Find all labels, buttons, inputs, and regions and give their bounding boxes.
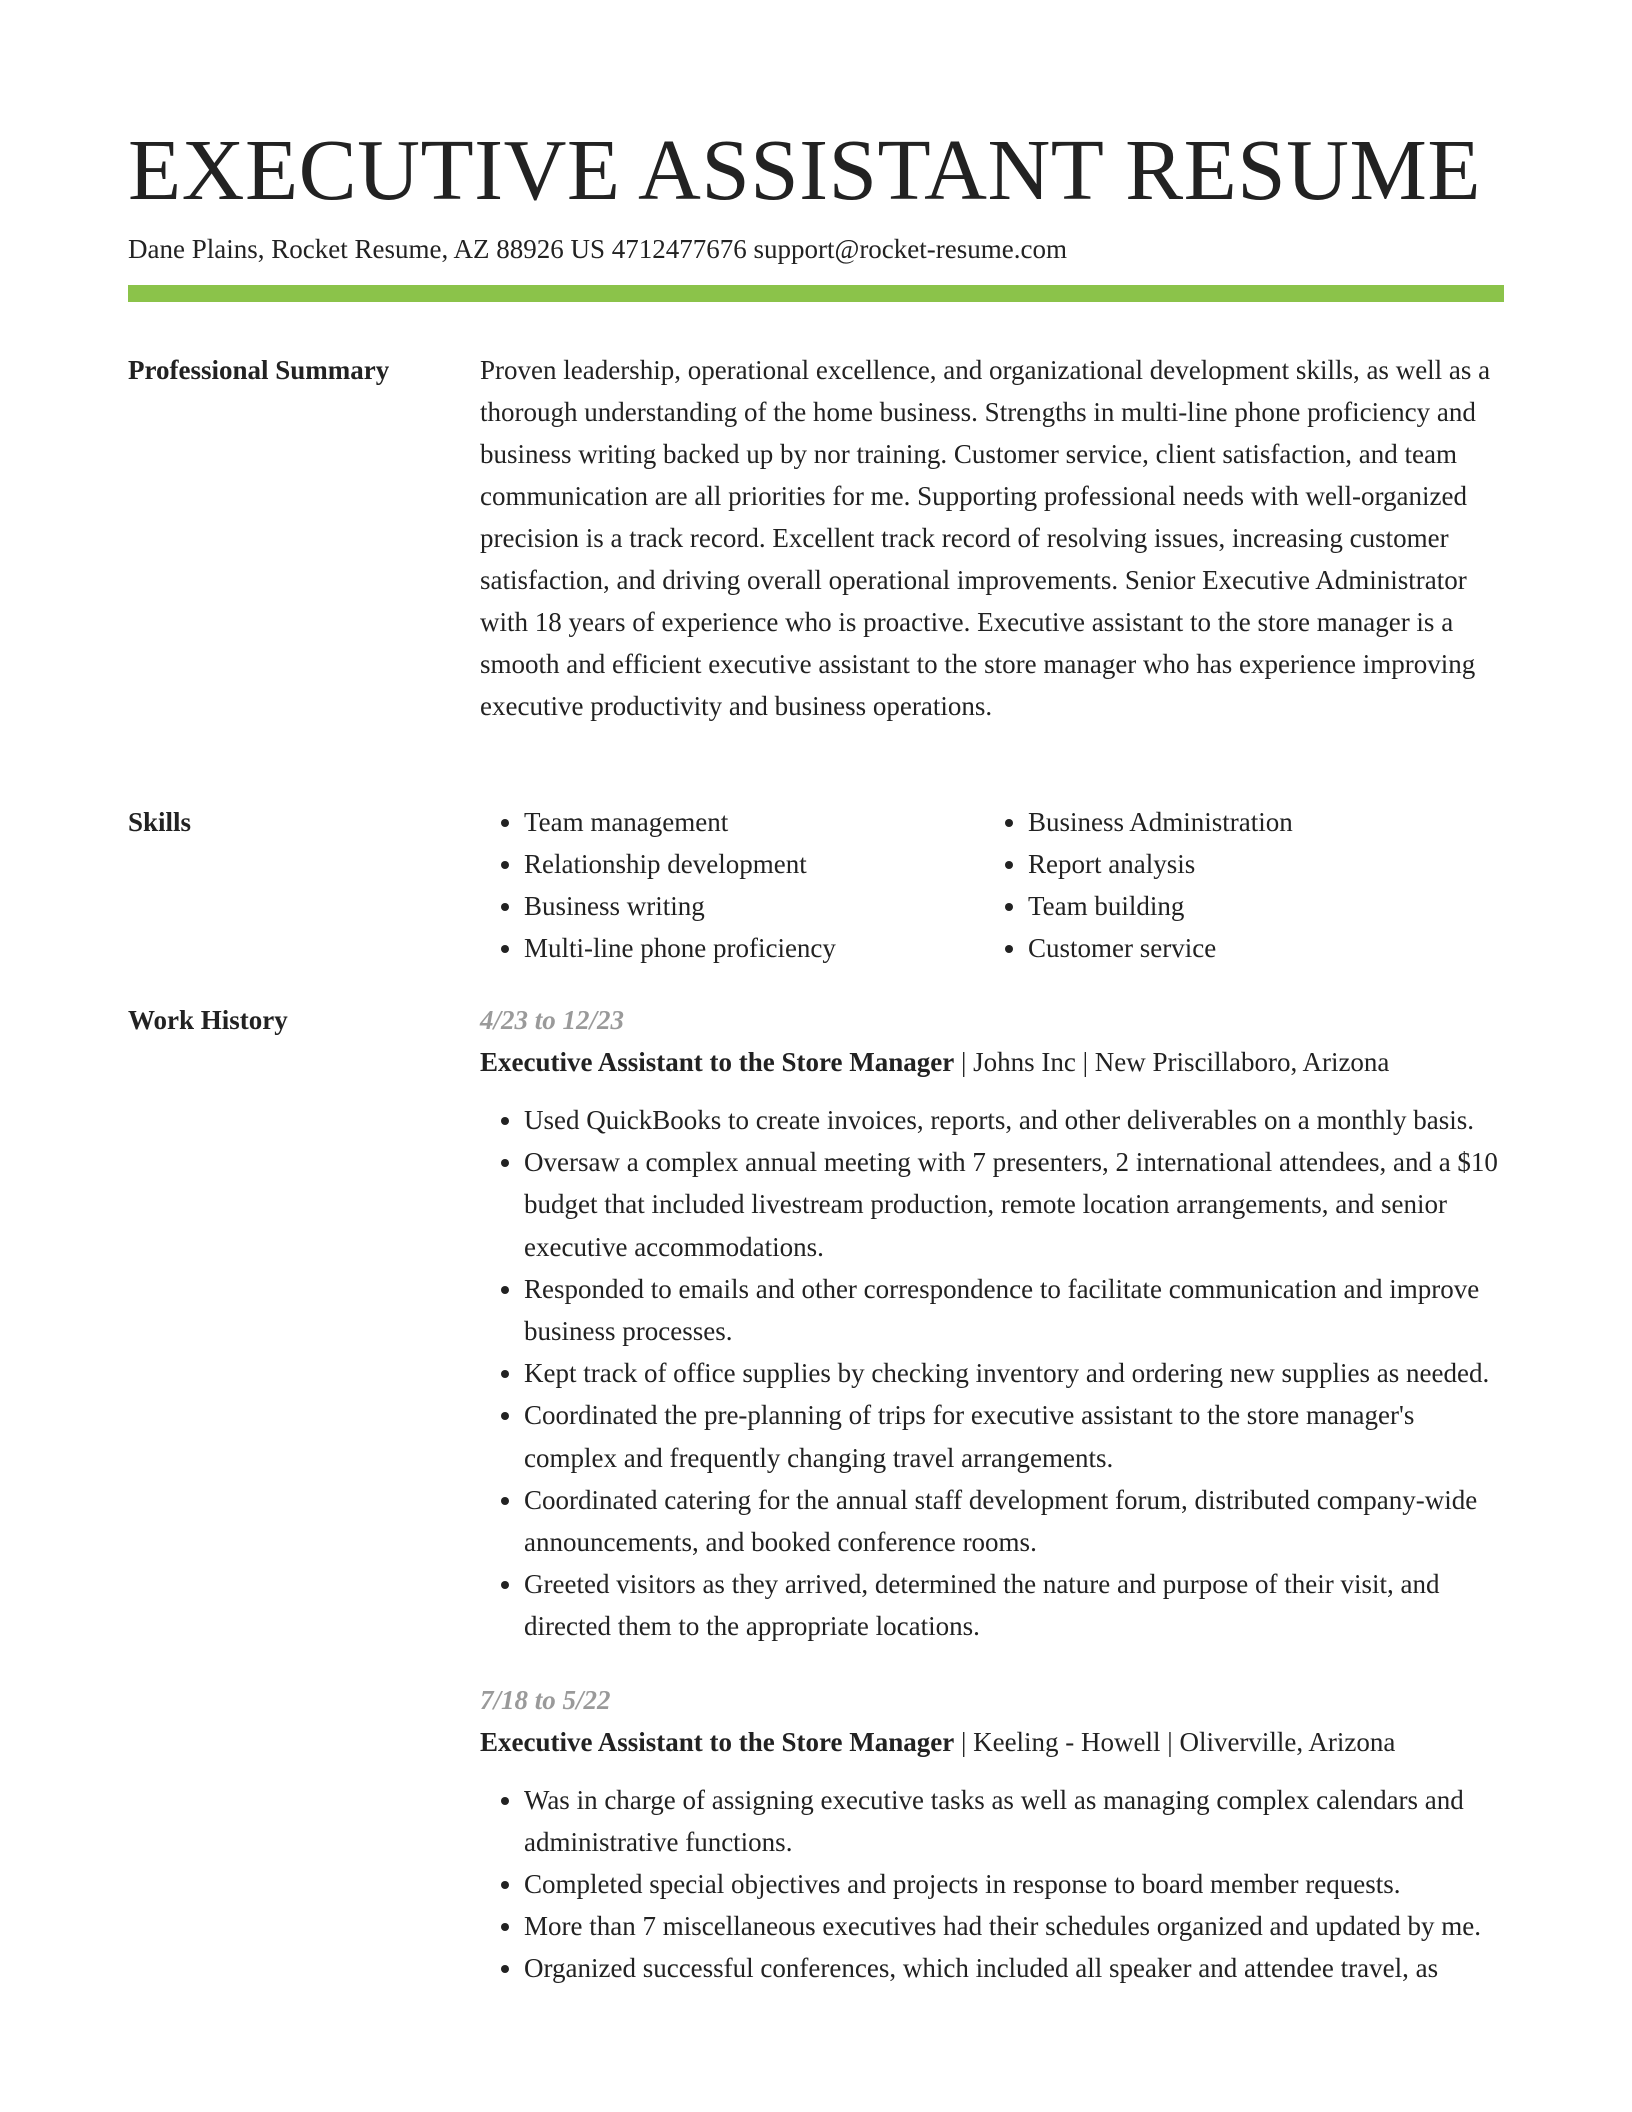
job-bullet: • Coordinated catering for the annual staff development forum, distributed company-wide announcements, and booked conference rooms.: [524, 1479, 1504, 1563]
job-bullet-list: [480, 1779, 1504, 1990]
job-bullet: • Oversaw a complex annual meeting with 7 presenters, 2 international attendees, and a $10 budget that included livestream production, remote location arrangements, and senior executive accommodations.: [524, 1141, 1504, 1268]
contact-line: Dane Plains, Rocket Resume, AZ 88926 US 4712477676 support@rocket-resume.com: [128, 234, 1067, 264]
job-entry: [480, 1679, 1504, 1990]
skill-item: • Customer service: [1028, 927, 1488, 969]
job-bullet: • Responded to emails and other correspondence to facilitate communication and improve business processes.: [524, 1268, 1504, 1352]
skill-item: • Relationship development: [524, 843, 984, 885]
skill-item: • Team building: [1028, 885, 1488, 927]
skills-heading: Skills: [128, 807, 192, 837]
job-dates: 4/23 to 12/23: [480, 1005, 625, 1035]
job-bullet: • Was in charge of assigning executive tasks as well as managing complex calendars and administrative functions.: [524, 1779, 1504, 1863]
job-bullet: • Organized successful conferences, which included all speaker and attendee travel, as: [524, 1947, 1504, 1989]
skill-item: • Business writing: [524, 885, 984, 927]
job-bullet-list: [480, 1099, 1504, 1648]
skill-item: • Report analysis: [1028, 843, 1488, 885]
summary-text: Proven leadership, operational excellence, and organizational development skills, as well as a thorough understanding of the home business. Strengths in multi-line phone proficiency and business writing backed up by nor training. Customer service, client satisfaction, and team communication are all priorities for me. Supporting professional needs with well-organized precision is a track record. Excellent track record of resolving issues, increasing customer satisfaction, and driving overall operational improvements. Senior Executive Administrator with 18 years of experience who is proactive. Executive assistant to the store manager is a smooth and efficient executive assistant to the store manager who has experience improving executive productivity and business operations.: [480, 355, 1491, 721]
skill-item: • Multi-line phone proficiency: [524, 927, 984, 969]
skills-body: [480, 801, 1504, 969]
job-bullet: • Used QuickBooks to create invoices, reports, and other deliverables on a monthly basis.: [524, 1099, 1504, 1141]
header-divider: [128, 285, 1504, 302]
skills-list-left: [480, 801, 984, 969]
job-details: | Johns Inc | New Priscillaboro, Arizona: [954, 1047, 1390, 1077]
job-title-line: [480, 1721, 1504, 1763]
job-bullet: • More than 7 miscellaneous executives had their schedules organized and updated by me.: [524, 1905, 1504, 1947]
skill-item: • Business Administration: [1028, 801, 1488, 843]
job-entry: [480, 999, 1504, 1648]
job-bullet: • Greeted visitors as they arrived, determined the nature and purpose of their visit, and directed them to the appropriate locations.: [524, 1563, 1504, 1647]
job-dates: 7/18 to 5/22: [480, 1684, 611, 1715]
skills-list-right: [984, 801, 1488, 969]
summary-heading: Professional Summary: [128, 355, 390, 385]
job-title: Executive Assistant to the Store Manager: [480, 1047, 955, 1077]
job-details: | Keeling - Howell | Oliverville, Arizona: [954, 1726, 1396, 1757]
job-title-line: [480, 1041, 1504, 1083]
summary-body: [480, 349, 1504, 727]
skill-item: • Team management: [524, 801, 984, 843]
work-history-body: [480, 999, 1504, 1990]
work-history-heading: Work History: [128, 1005, 288, 1035]
job-title: Executive Assistant to the Store Manager: [480, 1726, 955, 1757]
job-bullet: • Coordinated the pre-planning of trips for executive assistant to the store manager's complex and frequently changing travel arrangements.: [524, 1394, 1504, 1478]
job-bullet: • Kept track of office supplies by checking inventory and ordering new supplies as needed.: [524, 1352, 1504, 1394]
resume-title: EXECUTIVE ASSISTANT RESUME: [128, 121, 1482, 218]
job-bullet: • Completed special objectives and projects in response to board member requests.: [524, 1863, 1504, 1905]
